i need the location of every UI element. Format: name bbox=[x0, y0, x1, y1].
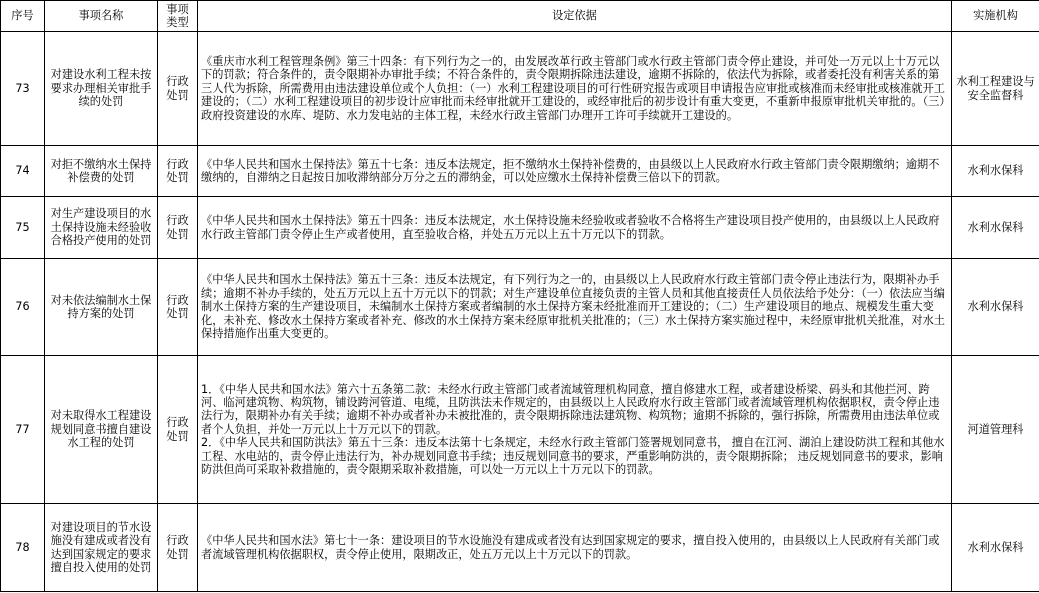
row-basis: 《中华人民共和国水法》第七十一条：建设项目的节水设施没有建成或者没有达到国家规定的要求，擅自投入使用的，由县级以上人民政府有关部门或者流域管理机构依据职权，责令停止使用，限期改正，处五万元以上十万元以下的罚款。 bbox=[198, 504, 952, 592]
row-type: 行政处罚 bbox=[158, 259, 198, 356]
header-row bbox=[1, 1, 1039, 32]
row-org: 水利水保科 bbox=[952, 504, 1039, 592]
row-name: 对建设水利工程未按要求办理相关审批手续的处罚 bbox=[45, 32, 158, 146]
table-row bbox=[1, 504, 1039, 592]
row-name: 对未取得水工程建设规划同意书擅自建设水工程的处罚 bbox=[45, 356, 158, 504]
row-seq: 73 bbox=[1, 32, 45, 146]
table-row bbox=[1, 259, 1039, 356]
row-basis: 《中华人民共和国水土保持法》第五十七条：违反本法规定，拒不缴纳水土保持补偿费的，由县级以上人民政府水行政主管部门责令限期缴纳；逾期不缴纳的，自滞纳之日起按日加收滞纳部分万分之五的滞纳金，可以处应缴水土保持补偿费三倍以下的罚款。 bbox=[198, 146, 952, 197]
row-name: 对未依法编制水土保持方案的处罚 bbox=[45, 259, 158, 356]
header-seq: 序号 bbox=[1, 1, 45, 32]
row-seq: 74 bbox=[1, 146, 45, 197]
header-org: 实施机构 bbox=[952, 1, 1039, 32]
table-row bbox=[1, 356, 1039, 504]
row-type: 行政处罚 bbox=[158, 197, 198, 259]
row-seq: 76 bbox=[1, 259, 45, 356]
row-seq: 78 bbox=[1, 504, 45, 592]
row-name: 对拒不缴纳水土保持补偿费的处罚 bbox=[45, 146, 158, 197]
header-type: 事项类型 bbox=[158, 1, 198, 32]
row-name: 对生产建设项目的水土保持设施未经验收合格投产使用的处罚 bbox=[45, 197, 158, 259]
row-org: 水利工程建设与安全监督科 bbox=[952, 32, 1039, 146]
row-name: 对建设项目的节水设施没有建成或者没有达到国家规定的要求擅自投入使用的处罚 bbox=[45, 504, 158, 592]
header-name: 事项名称 bbox=[45, 1, 158, 32]
row-type: 行政处罚 bbox=[158, 32, 198, 146]
row-org: 河道管理科 bbox=[952, 356, 1039, 504]
row-seq: 75 bbox=[1, 197, 45, 259]
row-type: 行政处罚 bbox=[158, 146, 198, 197]
table-row bbox=[1, 32, 1039, 146]
row-org: 水利水保科 bbox=[952, 197, 1039, 259]
header-basis: 设定依据 bbox=[198, 1, 952, 32]
row-basis bbox=[198, 356, 952, 504]
table-row bbox=[1, 197, 1039, 259]
basis-paragraph-2: 2．《中华人民共和国防洪法》第五十三条：违反本法第十七条规定，未经水行政主管部门签署规划同意书， 擅自在江河、湖泊上建设防洪工程和其他水工程、水电站的，责令停止违法行为，补办规划同意书手续；违反规划同意书的要求，严重影响防洪的，责令限期拆除； 违反规划同意书的要求，影响防洪但尚可采取补救措施的，责令限期采取补救措施，可以处一万元以上十万元以下的罚款。 bbox=[201, 436, 945, 477]
basis-paragraph-1: 1．《中华人民共和国水法》第六十五条第二款：未经水行政主管部门或者流域管理机构同意，擅自修建水工程，或者建设桥梁、码头和其他拦河、跨河、临河建筑物、构筑物，铺设跨河管道、电缆，且防洪法未作规定的，由县级以上人民政府水行政主管部门或者流域管理机构依据职权，责令停止违法行为，限期补办有关手续；逾期不补办或者补办未被批准的，责令限期拆除违法建筑物、构筑物；逾期不拆除的，强行拆除，所需费用由违法单位或者个人负担，并处一万元以上十万元以下的罚款。 bbox=[201, 382, 940, 436]
row-org: 水利水保科 bbox=[952, 146, 1039, 197]
row-basis: 《中华人民共和国水土保持法》第五十四条：违反本法规定，水土保持设施未经验收或者验收不合格将生产建设项目投产使用的，由县级以上人民政府水行政主管部门责令停止生产或者使用，直至验收合格，并处五万元以上五十万元以下的罚款。 bbox=[198, 197, 952, 259]
row-type: 行政处罚 bbox=[158, 504, 198, 592]
row-type: 行政处罚 bbox=[158, 356, 198, 504]
row-seq: 77 bbox=[1, 356, 45, 504]
table-row bbox=[1, 146, 1039, 197]
row-basis: 《重庆市水利工程管理条例》第三十四条：有下列行为之一的，由发展改革行政主管部门或水行政主管部门责令停止建设，并可处一万元以上十万元以下的罚款；符合条件的，责令限期补办审批手续；不符合条件的，责令限期拆除违法建设，逾期不拆除的，依法代为拆除，或者委托没有利害关系的第三人代为拆除，所需费用由违法建设单位或个人负担：（一）水利工程建设项目的可行性研究报告或项目申请报告应审批或核准而未经审批或核准就开工建设的；（二）水利工程建设项目的初步设计应审批而未经审批就开工建设的，或经审批后的初步设计有重大变更，不重新申报原审批机关审批的。（三）政府投资建设的水库、堤防、水力发电站的主体工程，未经水行政主管部门办理开工许可手续就开工建设的。 bbox=[198, 32, 952, 146]
row-basis: 《中华人民共和国水土保持法》第五十三条：违反本法规定，有下列行为之一的，由县级以上人民政府水行政主管部门责令停止违法行为，限期补办手续；逾期不补办手续的，处五万元以上五十万元以下的罚款；对生产建设单位直接负责的主管人员和其他直接责任人员依法给予处分：（一）依法应当编制水土保持方案的生产建设项目，未编制水土保持方案或者编制的水土保持方案未经批准而开工建设的；（二）生产建设项目的地点、规模发生重大变化，未补充、修改水土保持方案或者补充、修改的水土保持方案未经原审批机关批准的；（三）水土保持方案实施过程中，未经原审批机关批准，对水土保持措施作出重大变更的。 bbox=[198, 259, 952, 356]
row-org: 水利水保科 bbox=[952, 259, 1039, 356]
